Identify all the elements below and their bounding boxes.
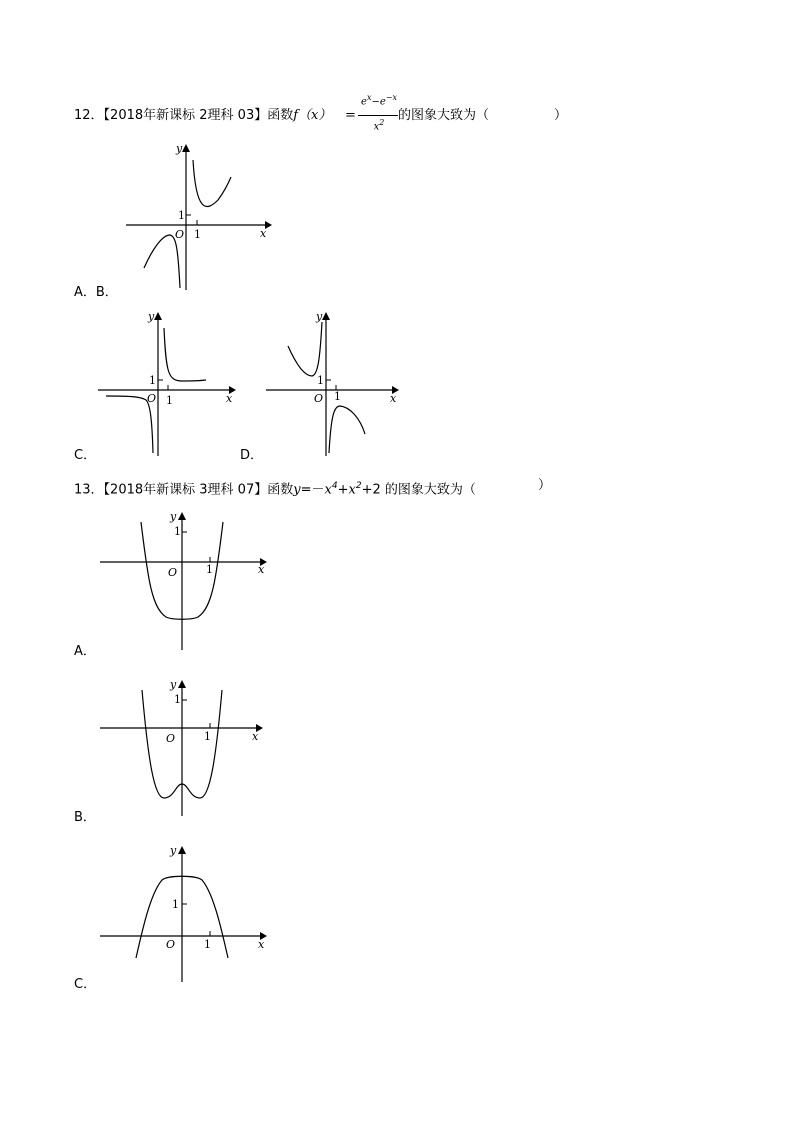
- tick-1-x: 1: [166, 394, 173, 407]
- tick-1-y: 1: [317, 374, 324, 387]
- origin-label: O: [168, 566, 178, 579]
- q13-source: 【2018年新课标 3理科 07】: [103, 482, 268, 498]
- q13-graph-c: [96, 842, 276, 984]
- axis-label-y: y: [170, 678, 177, 691]
- axis-label-y: y: [148, 310, 155, 323]
- q13-line: [74, 478, 476, 498]
- denominator-x: x: [373, 121, 380, 133]
- axis-label-y: y: [176, 142, 183, 155]
- q13-text-before: 函数: [267, 482, 294, 498]
- q13-p4: 4: [331, 481, 338, 491]
- q12-text-before: 函数: [267, 108, 294, 123]
- q13-p2: 2: [355, 481, 362, 491]
- q12-graph-d: [262, 308, 407, 458]
- q13-y: y: [293, 482, 301, 498]
- q12-func: f（x）: [293, 108, 332, 123]
- tick-1-x: 1: [206, 563, 213, 576]
- axis-label-x: x: [390, 392, 397, 405]
- numerator-sup2: −x: [385, 93, 397, 102]
- q12-number: 12．: [74, 108, 104, 123]
- numerator-sup1: x: [366, 93, 372, 102]
- numerator-minus: −: [371, 96, 380, 108]
- q13-plus2: +2 的图象大致为（: [361, 482, 476, 498]
- origin-label: O: [175, 228, 185, 241]
- q13-x1: x: [324, 482, 332, 498]
- q13-plus1: +: [337, 482, 349, 498]
- q12-numerator: [356, 93, 402, 107]
- tick-1-y: 1: [149, 374, 156, 387]
- axis-label-x: x: [258, 938, 265, 951]
- q13-graph-a: [96, 510, 276, 652]
- q12-graph-top: [120, 140, 280, 295]
- tick-1-y: 1: [174, 693, 181, 706]
- axis-label-y: y: [170, 844, 177, 857]
- q12-close-paren: ）: [554, 108, 568, 123]
- q13-graph-b: [96, 678, 276, 818]
- axis-label-x: x: [258, 563, 265, 576]
- q12-option-c: C．: [74, 448, 97, 463]
- tick-1-y: 1: [174, 525, 181, 538]
- q12-denominator: [356, 118, 402, 132]
- origin-label: O: [166, 732, 176, 745]
- origin-label: O: [147, 392, 157, 405]
- q13-number: 13．: [74, 482, 104, 498]
- q13-x2: x: [348, 482, 356, 498]
- q12-option-d: D．: [240, 448, 264, 463]
- numerator-e1: e: [361, 96, 367, 108]
- tick-1-x: 1: [334, 390, 341, 403]
- tick-1-x: 1: [204, 730, 211, 743]
- axis-label-x: x: [226, 392, 233, 405]
- axis-label-x: x: [252, 730, 259, 743]
- q12-text-after: 的图象大致为（: [398, 108, 490, 123]
- q12-source: 【2018年新课标 2理科 03】: [103, 108, 268, 123]
- q13-option-c: C．: [74, 977, 97, 992]
- q12-graph-c: [94, 308, 244, 458]
- axis-label-y: y: [170, 510, 177, 523]
- origin-label: O: [166, 938, 176, 951]
- q13-option-a: A．: [74, 644, 96, 659]
- tick-1-x: 1: [194, 228, 201, 241]
- axis-label-x: x: [260, 227, 267, 240]
- q12-line: [74, 108, 331, 124]
- q12-option-ab: A．B．: [74, 285, 118, 300]
- axis-label-y: y: [316, 310, 323, 323]
- q13-option-b: B．: [74, 810, 96, 825]
- q12-fraction-line: [358, 115, 398, 116]
- tick-1-y: 1: [178, 209, 185, 222]
- q12-equals: =: [345, 108, 356, 123]
- tick-1-y: 1: [172, 898, 179, 911]
- q13-eq: =－: [300, 482, 325, 498]
- origin-label: O: [314, 392, 324, 405]
- numerator-e2: e: [379, 96, 386, 108]
- denominator-sup: 2: [379, 118, 385, 127]
- tick-1-x: 1: [204, 938, 211, 951]
- q13-close-paren: ）: [538, 478, 552, 493]
